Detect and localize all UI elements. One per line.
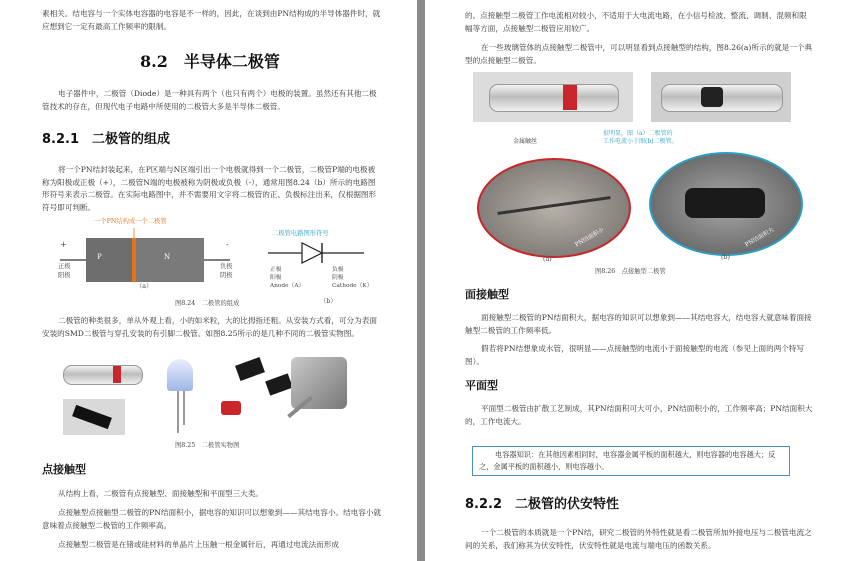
fig24-caption: 图8.24 二极管的组成 bbox=[175, 300, 240, 307]
anode-label-right: 正极 阳极 Anode（A） bbox=[270, 267, 305, 289]
led-photo bbox=[167, 359, 193, 391]
closeup-circle-b bbox=[649, 152, 803, 256]
surface-paragraph-2: 假若将PN结想象成水管，很明显——点接触型的电流小于面接触型的电流（参见上面的两个特写图）。 bbox=[465, 344, 805, 366]
hint-label: 很明显，图（a）二极管的 工作电流小于图(b)二极管。 bbox=[603, 130, 678, 145]
surface-paragraph-1: 面接触型二极管的PN结面积大，据电容的知识可以想象到——其结电容大，结电容大就意味着面接触型二极管的工作频率低。 bbox=[465, 313, 812, 335]
planar-title: 平面型 bbox=[465, 379, 498, 392]
pn-large-label: PN结面积大 bbox=[744, 227, 776, 249]
minus-sign: - bbox=[226, 240, 229, 249]
fig25-caption: 图8.25 二极管实物图 bbox=[175, 442, 240, 449]
figure-8-26 bbox=[473, 72, 813, 262]
smd-diode-photo bbox=[235, 357, 265, 381]
stud-diode-photo bbox=[291, 357, 347, 409]
figure-8-25-photos bbox=[55, 355, 375, 435]
intro-paragraph: 素相关。结电容与一个实体电容器的电容是不一样的，因此，在谈到由PN结构成的半导体器件时，就应想到它一定有最高工作频率的限制。 bbox=[42, 9, 381, 31]
pn-junction-label: 一个PN结构成一个二极管 bbox=[94, 218, 167, 225]
point-contact-paragraph-1: 点接触型点接触型二极管的PN结面积小，据电容的知识可以想象到——其结电容小。结电容小就意味着点接触型二极管的工作频率高。 bbox=[42, 508, 382, 530]
metal-wire-label: 金属触丝 bbox=[513, 138, 538, 145]
cathode-label-right: 负极 阴极 Cathode（K） bbox=[332, 267, 373, 289]
black-diode-photo bbox=[63, 399, 125, 435]
glass-diode-photo bbox=[63, 365, 143, 385]
diode-symbol bbox=[264, 238, 374, 268]
cathode-label-left: 负极 阴极 bbox=[220, 263, 233, 279]
closeup-circle-a bbox=[477, 158, 631, 258]
figure-8-24 bbox=[50, 216, 380, 306]
subsection-title: 点接触型 bbox=[42, 463, 86, 476]
pn-small-label: PN结面积小 bbox=[574, 227, 606, 249]
left-page bbox=[0, 0, 417, 561]
top-paragraph: 的。点接触型二极管工作电流相对较小，不适用于大电流电路，在小信号检波、整流、调制、混频和限幅等方面，点接触型二极管应用较广。 bbox=[465, 11, 807, 33]
composition-paragraph: 将一个PN结封装起来，在P区端与N区端引出一个电极就得到一个二极管，二极管P端的电极被称为阳极或正极（+），二极管N端的电极被称为阴极或负极（-），通常用图8.24（b）所示的电路图形符号来表示二极管。在实际电路图中，并不需要用文字将二极管的正、负极标注出来，仅根据图形符号即可判断。 bbox=[42, 165, 377, 212]
va-section-title: 8.2.2 二极管的伏安特性 bbox=[465, 497, 620, 512]
plus-sign: + bbox=[60, 240, 67, 249]
p-region-label: P bbox=[97, 253, 102, 261]
chapter-intro: 电子器件中，二极管（Diode）是一种具有两个（也只有两个）电极的装置。虽然还有其他二极管技术的存在，但现代电子电路中所使用的二极管大多是半导体二极管。 bbox=[42, 89, 377, 111]
red-smd-diode-photo bbox=[221, 401, 241, 415]
right-page bbox=[425, 0, 843, 561]
note-text: 电容器知识：在其他因素相同时，电容器金属平板的面积越大，则电容器的电容越大；反之，金属平板的面积越小，则电容越小。 bbox=[479, 450, 776, 471]
fig26-caption: 图8.26 点接触型二极管 bbox=[595, 268, 666, 275]
symbol-title: 二极管电路图形符号 bbox=[272, 230, 329, 237]
planar-paragraph: 平面型二极管由扩散工艺制成，其PN结面积可大可小，PN结面积小的，工作频率高；PN结面积大的，工作电流大。 bbox=[465, 404, 813, 426]
structure-paragraph: 从结构上看，二极管有点接触型、面接触型和平面型三大类。 bbox=[58, 489, 264, 498]
capacitor-note-box bbox=[472, 446, 790, 476]
sub-caption-a: (a) bbox=[543, 256, 552, 263]
smd-diode-photo-2 bbox=[265, 373, 293, 395]
types-paragraph: 二极管的种类很多，单从外观上看，小的如米粒，大的比拇指还粗。从安装方式看，可分为表面安装的SMD二极管与穿孔安装的有引脚二极管。如图8.25所示的是几种不同的二极管实物图。 bbox=[42, 316, 377, 338]
chapter-title: 8.2 半导体二极管 bbox=[140, 52, 280, 71]
glass-diode-closeup-a bbox=[473, 72, 633, 122]
glass-paragraph: 在一些玻璃管体的点接触型二极管中，可以明显看到点接触型的结构，图8.26(a)所示的就是一个典型的点接触型二极管。 bbox=[465, 43, 813, 65]
point-contact-paragraph-2: 点接触型二极管是在锗或硅材料的单晶片上压触一根金属针后，再通过电流法而形成 bbox=[58, 540, 339, 549]
sub-caption-b: （b） bbox=[320, 298, 337, 305]
surface-contact-title: 面接触型 bbox=[465, 288, 509, 301]
n-region-label: N bbox=[164, 253, 171, 261]
sub-caption-b: (b) bbox=[721, 254, 730, 261]
va-paragraph: 一个二极管的本质就是一个PN结，研究二极管的外特性就是看二极管所加外接电压与二极管电流之间的关系，我们称其为伏安特性，伏安特性就是电流与端电压的函数关系。 bbox=[465, 528, 812, 550]
section-title: 8.2.1 二极管的组成 bbox=[42, 132, 171, 147]
glass-diode-closeup-b bbox=[651, 72, 791, 122]
anode-label-left: 正极 阳极 bbox=[58, 263, 71, 279]
sub-caption-a: （a） bbox=[136, 283, 153, 290]
